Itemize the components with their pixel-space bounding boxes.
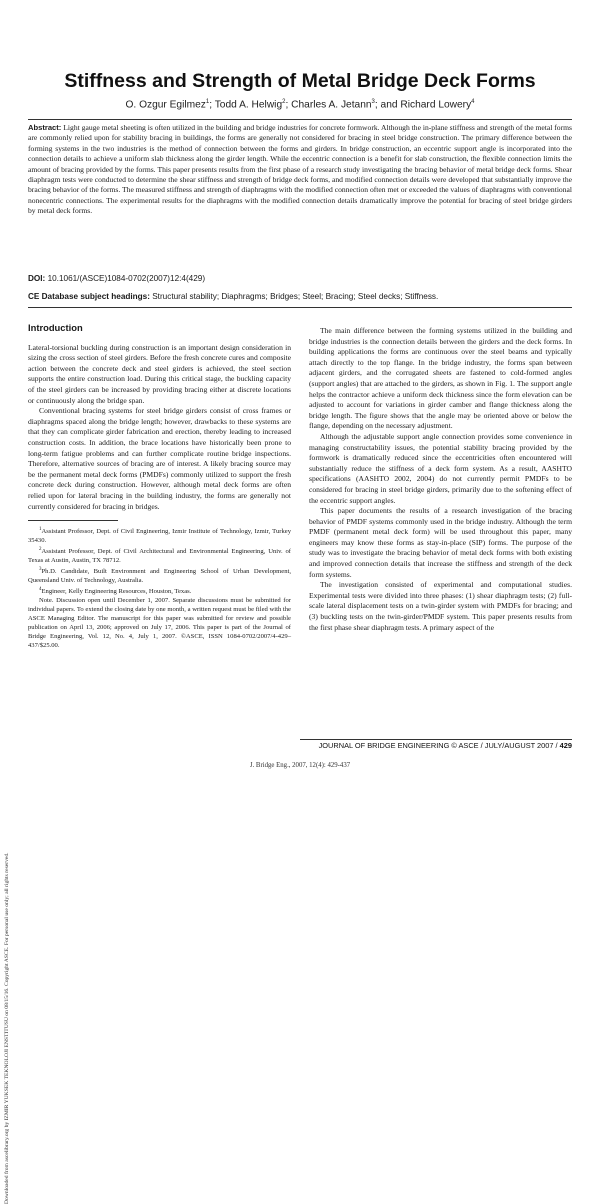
author-list [30, 99, 570, 110]
footer-journal-name: JOURNAL OF BRIDGE ENGINEERING © ASCE / JULY/AUGUST 2007 / [318, 741, 560, 750]
footer-rule [300, 739, 572, 740]
page-number: 429 [559, 741, 572, 750]
right-paragraph-2: Although the adjustable support angle connection provides some convenience in managing constructability issues, the potential stability bracing provided by the formwork is dramatically reduced since the eccentricities often encountered will substantially reduce the stiffness of a deck form system. As a result, AASHTO specifications (AASHTO 2002, 2004) do not currently permit PMDFs to be considered for bracing in steel bridge girders, primarily due to the softening effect of the eccentric support angles. [309, 431, 572, 505]
abstract-bottom-rule [28, 307, 572, 308]
footnote-1-marker: 1 [39, 527, 42, 533]
intro-paragraph-2: Conventional bracing systems for steel bridge girders consist of cross frames or diaphragms spaced along the bridge length; however, drawbacks to these systems are that they can complicate girder fabrication and erection, thereby leading to increased construction costs. In addition, the brace locations have historically been prone to long-term fatigue problems and can further complicate routine bridge inspections. Therefore, alternative sources of bracing are of interest. A likely bracing source may be the permanent metal deck forms (PMDFs) commonly utilized to support the fresh concrete deck during construction. However, although metal deck forms are often relied upon for lateral bracing in the building industry, the forms are generally not currently considered for bracing in bridges. [28, 406, 291, 511]
footnote-2-marker: 2 [39, 547, 42, 553]
author-name: O. Ozgur Egilmez [125, 99, 206, 111]
right-paragraph-3: This paper documents the results of a research investigation of the bracing behavior of PMDF systems commonly used in the bridge industry. Although the term PMDF (permanent metal deck form) will be used throughout this paper, many engineers may know these forms as stay-in-place (SIP) forms. The purpose of the study was to investigate the bracing behavior of metal deck forms with both existing and improved connection details that increase the stiffness and strength of the deck form systems. [309, 506, 572, 579]
author-separator: ; [285, 99, 292, 111]
running-footer [300, 741, 572, 750]
footnote-4-marker: 4 [39, 587, 42, 593]
footnote-3 [28, 566, 291, 586]
abstract-text: Light gauge metal sheeting is often utilized in the building and bridge industries for concrete formwork. Although the in-plane stiffness and strength of the metal forms are commonly relied upon for stability bracing in buildings, the forms are generally not considered for bracing in steel bridge construction. The primary difference between the forming systems in the two industries is the method of connection between the forms and girders. In bridge construction, an eccentric support angle is incorporated into the connection details to achieve a uniform slab thickness along the girder length. While the eccentric connection is a benefit for slab construction, the flexible connection limits the amount of bracing provided by the forms. This paper presents results from the first phase of a research study investigating the bracing behavior of metal bridge deck forms. Shear diaphragm tests were conducted to determine the shear stiffness and strength of bridge deck forms, and modified connection details were developed that substantially improve the bracing behavior of the forms. The measured stiffness and strength of diaphragms with the modified connection often met or exceeded the values of diaphragms with conventional nonecentric connections. The experimental results for the diaphragms with the modified connection details dramatically improve the potential for bracing of steel bridge girders by metal deck forms. [28, 123, 572, 216]
doi-value: 10.1061/(ASCE)1084-0702(2007)12:4(429) [47, 274, 206, 283]
download-notice-text: Downloaded from ascelibrary.org by IZMIR YUKSEK TEKNOLOJI ENSTITUSU on 08/15/16. Copyright ASCE. For personal use only; all rights reserved. [4, 852, 10, 1204]
footnote-3-text: Ph.D. Candidate, Built Environment and Engineering School of Urban Development, Queensland Univ. of Technology, Australia. [28, 568, 291, 585]
author-name: Todd A. Helwig [214, 99, 283, 111]
footnote-2 [28, 546, 291, 566]
right-paragraph-1: The main difference between the forming systems utilized in the building and bridge industries is the connection details between the girders and the deck forms. In building applications the forms are continuous over the steel beams and typically attach directly to the top flange. In the bridge industry, the forms span between adjacent girders, and the corrugated sheets are fastened to cold-formed angles (support angles) that are attached to the girders, as shown in Fig. 1. The support angle helps the contractor achieve a uniform deck thickness since the form elevation can be adjusted to account for variations in girder camber and flange thickness along the bridge length. The figure shows that the angle may be oriented above or below the flange, depending on the necessary adjustment. [309, 326, 572, 431]
author-name: Charles A. Jetann [291, 99, 372, 111]
author-name: Richard Lowery [400, 99, 472, 111]
footnote-2-text: Assistant Professor, Dept. of Civil Architectural and Environmental Engineering, Univ. of Texas at Austin, Austin, TX 78712. [28, 548, 291, 565]
footnote-1 [28, 526, 291, 546]
doi-line [28, 274, 572, 283]
doi-label: DOI: [28, 274, 46, 283]
author-affiliation-marker: 3 [371, 99, 375, 105]
right-column [309, 326, 572, 633]
author-separator: ; [209, 99, 215, 111]
paper-title: Stiffness and Strength of Metal Bridge Deck Forms [64, 70, 536, 92]
author-separator: ; and [374, 99, 401, 111]
subject-headings-label: CE Database subject headings: [28, 292, 150, 301]
author-affiliation-marker: 4 [471, 99, 475, 105]
footnote-4 [28, 586, 291, 597]
footnote-rule [28, 520, 118, 521]
footnote-4-text: Engineer, Kelly Engineering Resources, Houston, Texas. [41, 588, 192, 596]
author-affiliation-marker: 2 [282, 99, 286, 105]
intro-paragraph-1: Lateral-torsional buckling during construction is an important design consideration in sizing the cross section of steel girders. Before the fresh concrete cures and composite action between the concrete deck and steel girders is achieved, the steel section supports the entire construction load. During this critical stage, the buckling capacity of the steel girders can be increased by providing bracing either at discrete locations or continuously along the bridge span. [28, 342, 291, 405]
download-notice [4, 130, 16, 1204]
abstract-top-rule [28, 119, 572, 120]
right-paragraph-4: The investigation consisted of experimental and computational studies. Experimental tests were divided into three phases: (1) shear diaphragm tests; (2) full-scale lateral displacement tests on a twin-girder system with PMDFs for bracing; and (3) buckling tests on the twin-girder/PMDF system. This paper presents results from the first phase shear diaphragm tests. A primary aspect of the [309, 580, 572, 632]
abstract-label: Abstract: [28, 123, 62, 132]
abstract [28, 123, 572, 217]
subject-headings [28, 292, 572, 301]
footnote-note-text: Note. Discussion open until December 1, 2007. Separate discussions must be submitted for individual papers. To extend the closing date by one month, a written request must be filed with the ASCE Managing Editor. The manuscript for this paper was submitted for review and possible publication on April 13, 2006; approved on July 17, 2006. This paper is part of the Journal of Bridge Engineering, Vol. 12, No. 4, July 1, 2007. ©ASCE, ISSN 1084-0702/2007/4-429–437/$25.00. [28, 597, 291, 649]
footnotes [28, 526, 291, 651]
citation-footer: J. Bridge Eng., 2007, 12(4): 429-437 [249, 762, 351, 769]
footnote-1-text: Assistant Professor, Dept. of Civil Engineering, Izmir Institute of Technology, Izmir, Turkey 35430. [28, 528, 291, 545]
author-affiliation-marker: 1 [205, 99, 210, 105]
footnote-note [28, 597, 291, 650]
left-column [28, 320, 291, 651]
subject-headings-value: Structural stability; Diaphragms; Bridges; Steel; Bracing; Steel decks; Stiffness. [152, 292, 439, 301]
footnote-3-marker: 3 [39, 567, 42, 573]
introduction-heading: Introduction [28, 322, 83, 333]
